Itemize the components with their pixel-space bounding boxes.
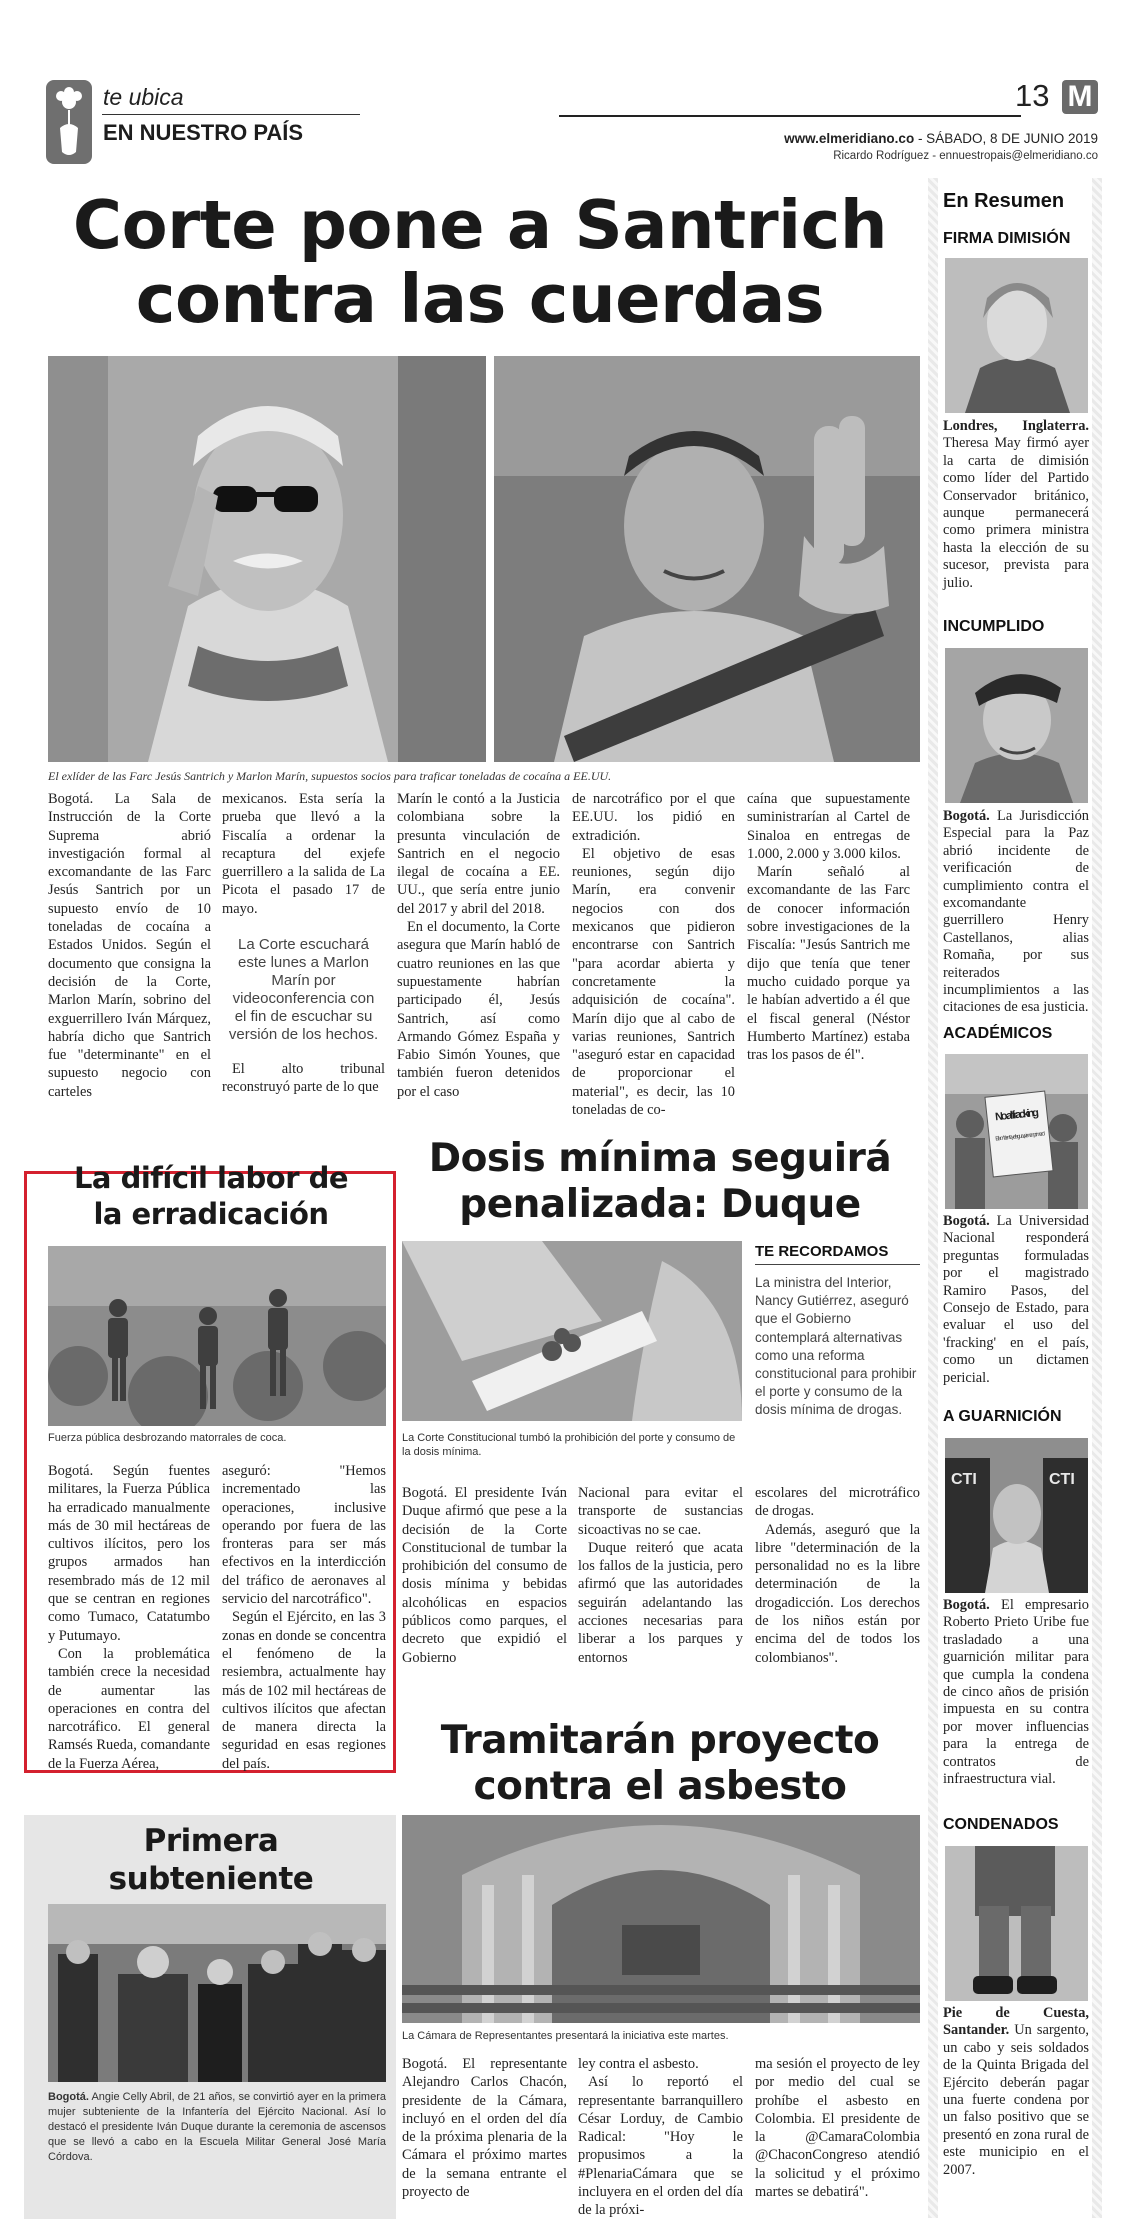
cti-badge-left: CTI — [951, 1471, 977, 1488]
main-col-3-text-a: Marín le contó a la Justicia colombiana sobre la presunta vinculación de Santrich en el negocio ilegal de cocaína a EE. UU., que sería entre junio del 2017 y abril del 2018. — [397, 791, 560, 917]
site-url[interactable]: www.elmeridiano.co — [784, 131, 915, 146]
asbesto-col-3-text: ma sesión el proyecto de ley por medio del cual se prohíbe el asbesto en Colombia. El presidente de la @CamaraColombia @ChaconCongreso atendió la solicitud y el próximo martes se debatirá". — [755, 2056, 920, 2201]
asbesto-col-1 — [402, 2055, 567, 2201]
protest-sign-title: No al fracking — [994, 1106, 1040, 1124]
main-col-2-text-a: mexicanos. Esta sería la prueba que llevó a la Fiscalía a ordenar la recaptura del exjefe guerrillero a la salida de La Picota el pasado 17 de mayo. — [222, 791, 385, 917]
photo-subteniente — [48, 1904, 386, 2082]
military-ceremony-illustration — [48, 1904, 386, 2082]
sidebar-text-a-guarnicion — [943, 1597, 1089, 1788]
sidebar-lead-firma-dimision: Londres, Inglaterra. — [943, 418, 1089, 434]
main-col-5-text-b: Marín señaló al excomandante de las Farc de conocer información sobre investigaciones de la Fiscalía: "Jesús Santrich me dijo que tenía que tener mucho cuidado porque ya le habían advertido a él que el fiscal general (Néstor Humberto Martínez) estaba tras los pasos de él". — [747, 864, 910, 1064]
erradicacion-col-1-text-b: Con la problemática también crece la necesidad de aumentar las operaciones en contra del narcotráfico. El general Ramsés Rueda, comandante de la Fuerza Aérea, — [48, 1645, 210, 1772]
main-photo-caption: El exlíder de las Farc Jesús Santrich y Marlon Marín, supuestos socios para traficar toneladas de cocaína a EE.UU. — [48, 769, 612, 783]
sidebar-label-academicos: ACADÉMICOS — [943, 1025, 1053, 1042]
main-col-3 — [397, 790, 560, 1101]
main-col-5 — [747, 790, 910, 1064]
dosis-col-2-text-a: Nacional para evitar el transporte de sustancias sicoactivas no se cae. — [578, 1485, 743, 1538]
asbesto-col-2-text-a: ley contra el asbesto. — [578, 2056, 699, 2072]
erradicacion-col-2-text-a: aseguró: "Hemos incrementado las operaciones, inclusive operando por fuera de las fronteras para ser más efectivos en la interdicción del tráfico de aeronaves al servicio del narcotráfico". — [222, 1463, 386, 1608]
asbesto-headline — [400, 1718, 920, 1810]
cti-badge-right: CTI — [1049, 1471, 1075, 1488]
sidebar-photo-romana — [945, 648, 1088, 803]
sidebar-lead-incumplido: Bogotá. — [943, 808, 990, 824]
byline: Ricardo Rodríguez - ennuestropais@elmeridiano.co — [833, 150, 1098, 162]
sidebar-photo-prieto — [945, 1438, 1088, 1593]
protest-sign-illustration — [945, 1054, 1088, 1209]
main-headline — [40, 188, 920, 336]
erradicacion-col-1 — [48, 1462, 210, 1773]
main-col-4-text-a: de narcotráfico por el que EE.UU. los pidió en extradición. — [572, 791, 735, 844]
dosis-headline-line-2: penalizada: Duque — [459, 1182, 861, 1227]
subteniente-caption-text: Angie Celly Abril, de 21 años, se convirtió ayer en la primera mujer subteniente de la Infantería del Ejército Nacional. Así lo destacó el presidente Iván Duque durante la ceremonia de ascensos que se llevó a cabo en la Escuela Militar General José María Córdova. — [48, 2091, 386, 2163]
section-logo — [46, 80, 92, 164]
main-col-4-text-b: El objetivo de esas reuniones, según dijo Marín, era convenir negocios con dos mexicanos que pidieron encontrarse con Santrich "para acordar abierta y concretamente la adquisición de cocaína". Marín dijo que al cabo de varias reuniones, Santrich "aseguró estar en capacidad de proporcionar el material", es decir, las 10 toneladas de co- — [572, 845, 735, 1119]
subteniente-headline-line-2: subteniente — [108, 1861, 314, 1897]
sidebar-body-condenados: Un sargento, un cabo y seis soldados de la Quinta Brigada del Ejército deberán pagar una fuerte condena por un falso positivo que se presentó en zona rural de este municipio en el 2007. — [943, 2022, 1089, 2178]
sidebar-body-academicos: La Universidad Nacional responderá preguntas formuladas por el magistrado Ramiro Pasos, del Consejo de Estado, para evaluar el uso del 'fracking' en el país, como un dictamen pericial. — [943, 1213, 1089, 1386]
photo-marin — [494, 356, 920, 762]
main-col-1 — [48, 790, 211, 1101]
sidebar-pattern-strip — [928, 178, 938, 2218]
dosis-col-3-text-a: escolares del microtráfico de drogas. — [755, 1485, 920, 1520]
dosis-headline-line-1: Dosis mínima seguirá — [428, 1136, 892, 1181]
portrait-sunglasses-illustration — [48, 356, 486, 762]
erradicacion-caption: Fuerza pública desbrozando matorrales de coca. — [48, 1432, 287, 1444]
asbesto-col-3 — [755, 2055, 920, 2201]
dosis-col-2 — [578, 1484, 743, 1667]
photo-santrich — [48, 356, 486, 762]
logo-letter: M — [1067, 80, 1093, 113]
page-number: 13 — [1015, 78, 1050, 113]
main-col-1-text: Bogotá. La Sala de Instrucción de la Corte Suprema abrió investigación formal al excomandante de las Farc Jesús Santrich por un supuesto envío de 10 toneladas de cocaína a Estados Unidos. Según el documento que consigna la decisión de la Corte, Marlon Marín, sobrino del exguerrillero Iván Márquez, habría dicho que Santrich fue "determinante" en el supuesto negocio con carteles — [48, 791, 211, 1100]
protest-sign-text: El ambiente y el agua... ¡vienen primero! — [995, 1131, 1046, 1143]
sidebar-photo-may — [945, 258, 1088, 413]
sidebar-text-academicos — [943, 1213, 1089, 1387]
main-col-5-text-a: caína que supuestamente suministrarían al Cartel de Sinaloa en entregas de 1.000, 2.000 y 3.000 kilos. — [747, 791, 910, 862]
woman-portrait-illustration — [945, 258, 1088, 413]
sidebar-title: En Resumen — [943, 190, 1065, 212]
erradicacion-headline — [36, 1160, 386, 1232]
sidebar-body-firma-dimision: Theresa May firmó ayer la carta de dimisión como líder del Partido Conservador británico, aunque permanecerá como primera ministra hasta la elección de su sucesor, prevista para julio. — [943, 435, 1089, 591]
header-rule — [559, 115, 1021, 117]
hand-rolling-illustration — [402, 1241, 742, 1421]
section-big-title: EN NUESTRO PAÍS — [103, 120, 304, 145]
field-workers-illustration — [48, 1246, 386, 1426]
sidebar-label-a-guarnicion: A GUARNICIÓN — [943, 1408, 1062, 1425]
photo-dosis — [402, 1241, 742, 1421]
asbesto-headline-line-1: Tramitarán proyecto — [440, 1718, 880, 1763]
photo-asbesto — [402, 1815, 920, 2023]
asbesto-col-1-text: Bogotá. El representante Alejandro Carlos Chacón, presidente de la Cámara, incluyó en el orden del día de la próxima plenaria de la Cámara el próximo martes de la semana entrante el proyecto de — [402, 2056, 567, 2201]
sidebar-label-incumplido: INCUMPLIDO — [943, 618, 1045, 635]
erradicacion-col-2 — [222, 1462, 386, 1773]
erradicacion-headline-line-1: La difícil labor de — [73, 1161, 349, 1195]
sidebar-label-condenados: CONDENADOS — [943, 1816, 1059, 1833]
main-col-2 — [222, 790, 385, 1097]
sidebar-body-a-guarnicion: El empresario Roberto Prieto Uribe fue trasladado a una guarnición militar para que cumpla la condena de cinco años de prisión impuesta en su contra por mover influencias para la entrega de contratos de infraestructura vial. — [943, 1597, 1089, 1788]
asbesto-headline-line-2: contra el asbesto — [473, 1764, 847, 1809]
dosis-caption: La Corte Constitucional tumbó la prohibición del porte y consumo de la dosis mínima. — [402, 1432, 736, 1458]
erradicacion-col-2-text-b: Según el Ejército, en las 3 zonas en donde se concentra el fenómeno de la resiembra, actualmente hay más de 102 mil hectáreas de cultivos ilícitos que afectan de manera directa la seguridad en esas regiones del país. — [222, 1609, 386, 1772]
subteniente-caption-lead: Bogotá. — [48, 2091, 89, 2103]
main-col-4 — [572, 790, 735, 1119]
sidebar-text-condenados — [943, 2005, 1089, 2179]
asbesto-caption: La Cámara de Representantes presentará la iniciativa este martes. — [402, 2030, 729, 2042]
dosis-col-3 — [755, 1484, 920, 1667]
main-headline-line-1: Corte pone a Santrich — [72, 186, 888, 264]
issue-date: - SÁBADO, 8 DE JUNIO 2019 — [914, 131, 1098, 146]
dosis-col-1 — [402, 1484, 567, 1667]
congress-chamber-illustration — [402, 1815, 920, 2023]
erradicacion-headline-line-2: la erradicación — [93, 1197, 329, 1231]
sidebar-label-firma-dimision: FIRMA DIMISIÓN — [943, 230, 1071, 247]
escort-officers-illustration — [945, 1438, 1088, 1593]
pull-quote: La Corte escuchará este lunes a Marlon Marín por videoconferencia con el fin de escuchar su versión de los hechos. — [228, 936, 379, 1044]
sidebar-photo-soldiers — [945, 1846, 1088, 2001]
subteniente-headline — [36, 1822, 386, 1898]
sidebar-lead-academicos: Bogotá. — [943, 1213, 990, 1229]
erradicacion-col-1-text-a: Bogotá. Según fuentes militares, la Fuerza Pública ha erradicado manualmente más de 30 mil hectáreas de cultivos ilícitos, pero los grupos armados han resembrado más de 12 mil que se centran en regiones como Tumaco, Catatumbo y Putumayo. — [48, 1463, 210, 1644]
main-col-2-text-b: El alto tribunal reconstruyó parte de lo que — [222, 1061, 385, 1096]
main-headline-line-2: contra las cuerdas — [135, 260, 825, 338]
sidebar-pattern-strip-right — [1092, 178, 1102, 2218]
photo-erradicacion — [48, 1246, 386, 1426]
te-recordamos-label: TE RECORDAMOS — [755, 1243, 889, 1260]
dosis-headline — [400, 1136, 920, 1228]
dosis-col-3-text-b: Además, aseguró que la libre "determinación de la personalidad no es la libre determinación de la drogadicción. Los derechos de los niños están por encima del de todos los colombianos". — [755, 1521, 920, 1666]
sidebar-photo-fracking — [945, 1054, 1088, 1209]
newspaper-logo — [1062, 80, 1098, 114]
te-recordamos-text: La ministra del Interior, Nancy Gutiérrez, aseguró que el Gobierno contemplará alternativas como una reforma constitucional para prohibir el porte y consumo de la dosis mínima de drogas. — [755, 1275, 917, 1418]
dosis-col-1-text: Bogotá. El presidente Iván Duque afirmó que pese a la decisión de la Corte Constitucional de tumbar la prohibición del consumo de dosis mínima y bebidas alcohólicas en espacios públicos como parques, el decreto que expidió el Gobierno — [402, 1485, 567, 1666]
subteniente-headline-line-1: Primera — [143, 1823, 279, 1859]
flower-vase-icon — [46, 80, 92, 164]
sidebar-lead-a-guarnicion: Bogotá. — [943, 1597, 990, 1613]
sidebar-text-firma-dimision — [943, 418, 1089, 592]
section-underline — [102, 114, 360, 115]
subteniente-caption — [48, 2090, 386, 2165]
sidebar-text-incumplido — [943, 808, 1089, 1017]
site-date-line — [784, 131, 1098, 146]
asbesto-col-2 — [578, 2055, 743, 2220]
main-col-3-text-b: En el documento, la Corte asegura que Marín habló de cuatro reuniones en las que supuestamente habrían participado él, Jesús Santrich, así como Armando Gómez España y Fabio Simón Younes, que también fueron detenidos por el caso — [397, 919, 560, 1100]
asbesto-col-2-text-b: Así lo reportó el representante barranquillero César Lorduy, de Cambio Radical: "Hoy le propusimos a la #PlenariaCámara que se incluyera en el orden del día de la próxi- — [578, 2074, 743, 2219]
te-recordamos-rule — [755, 1264, 920, 1265]
section-small-title: te ubica — [103, 84, 184, 110]
soldier-legs-illustration — [945, 1846, 1088, 2001]
dosis-col-2-text-b: Duque reiteró que acata los fallos de la justicia, pero afirmó que las autoridades seguirán adelantando las acciones necesarias para liberar a los parques y entornos — [578, 1539, 743, 1666]
sidebar-body-incumplido: La Jurisdicción Especial para la Paz abrió incidente de verificación de cumplimiento contra el excomandante guerrillero Henry Castellanos, alias Romaña, por sus reiterados incumplimientos a las citaciones de esa justicia. — [943, 808, 1089, 1016]
beret-man-illustration — [945, 648, 1088, 803]
portrait-pointing-illustration — [494, 356, 920, 762]
sidebar-lead-condenados: Pie de Cuesta, Santander. — [943, 2005, 1089, 2039]
